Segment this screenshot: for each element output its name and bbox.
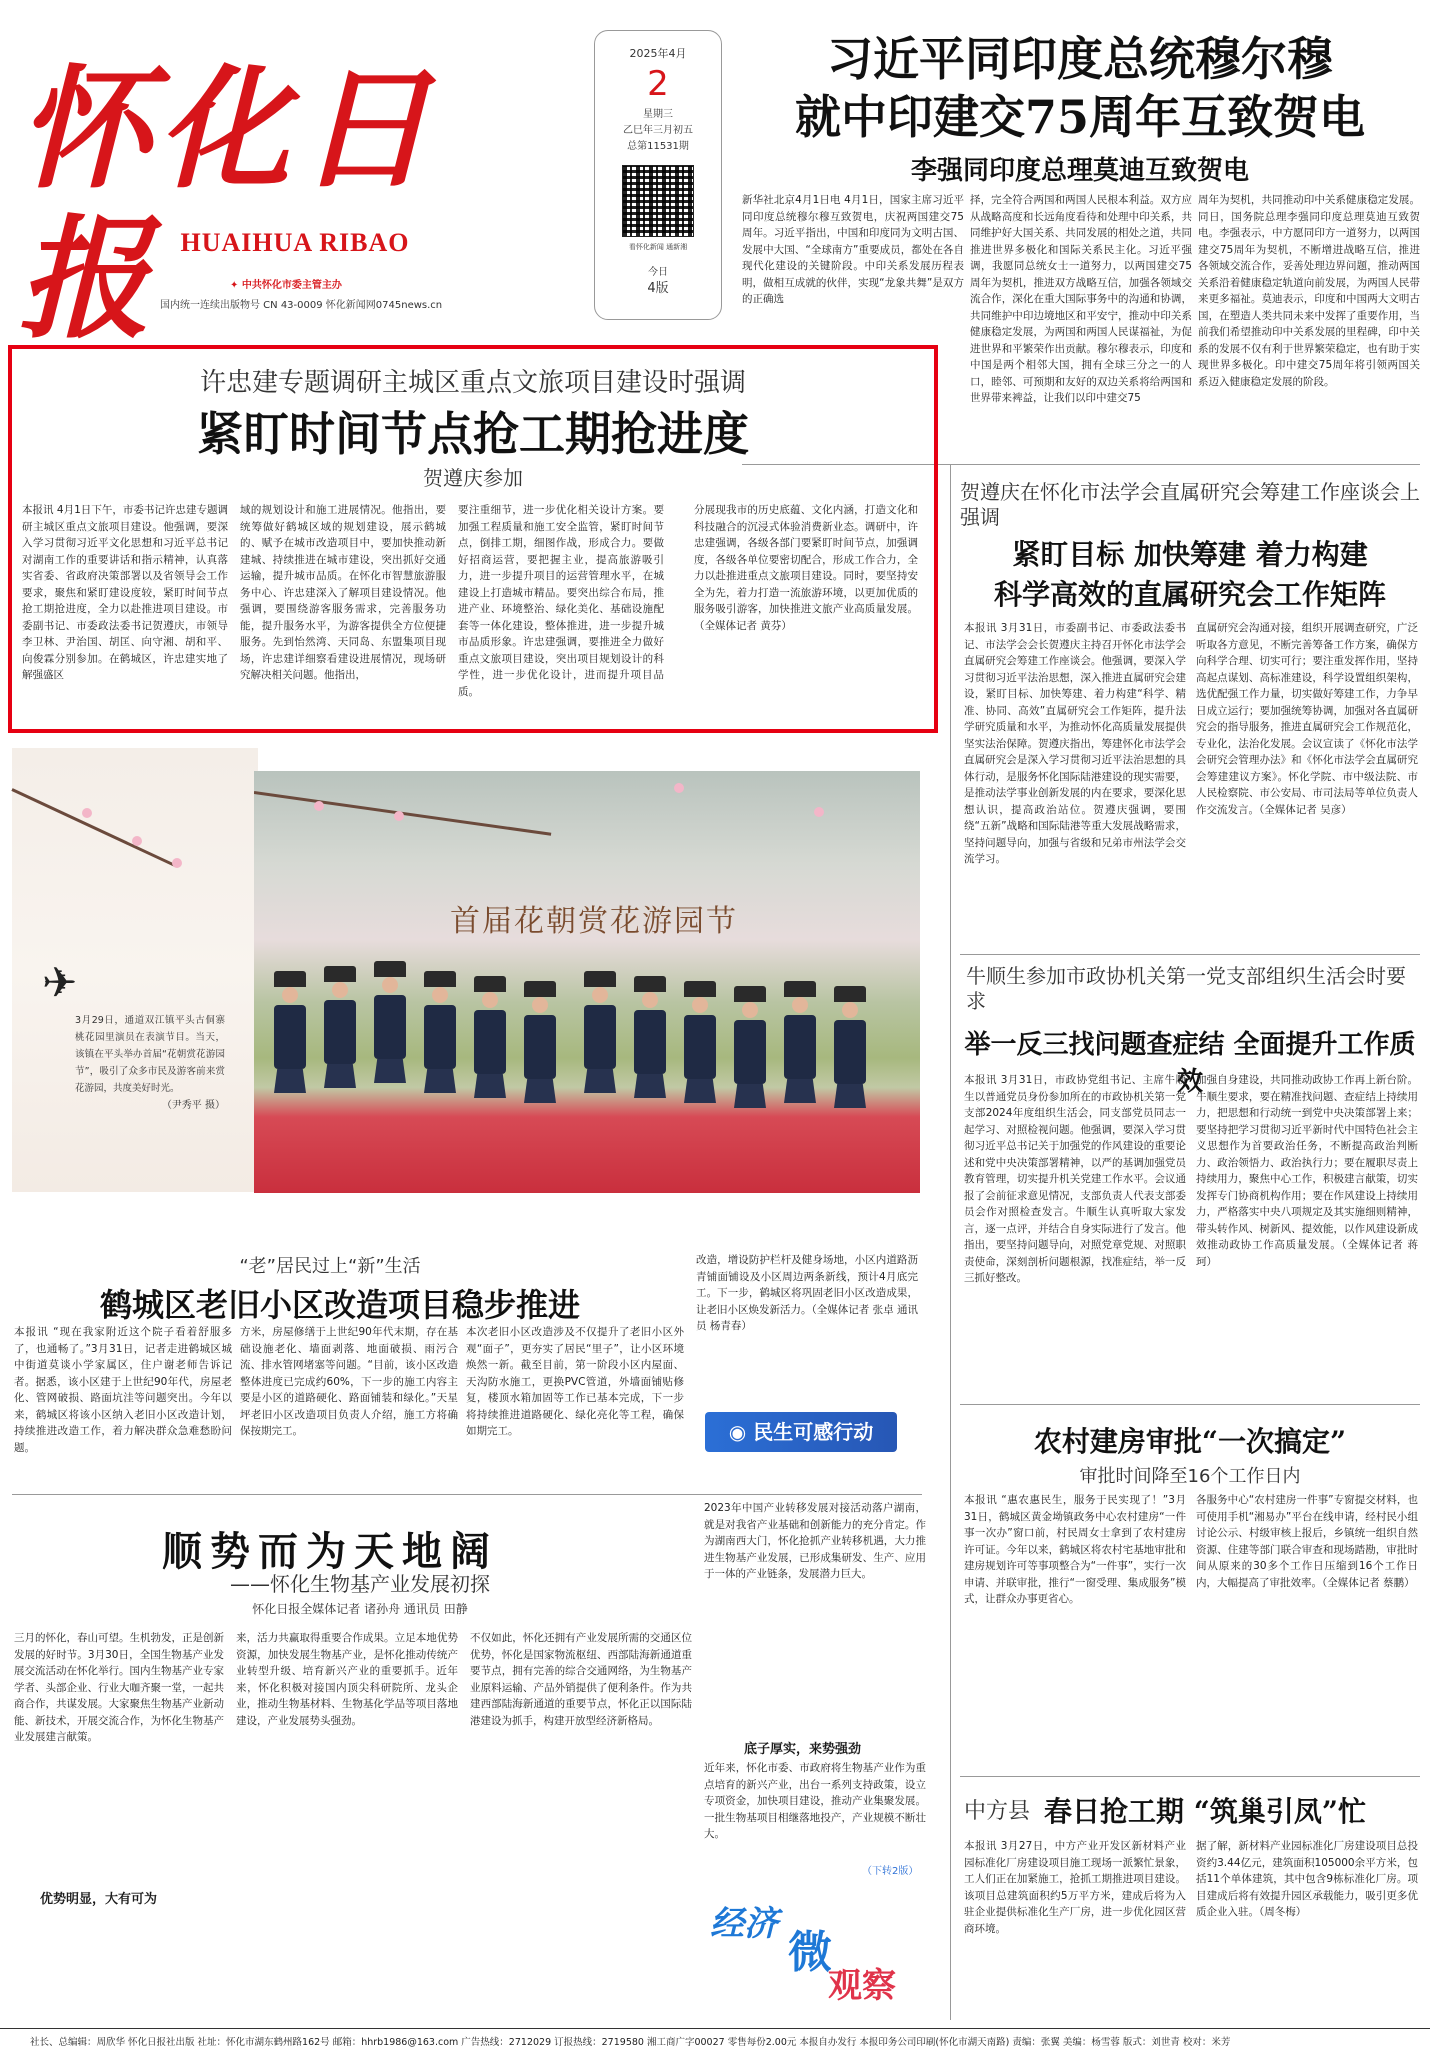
performer [634, 976, 666, 1096]
photo-caption [75, 1012, 225, 1114]
photo-credit: （尹秀平 摄） [161, 1100, 225, 1111]
right1-headline-line2: 科学高效的直属研究会工作矩阵 [993, 578, 1386, 611]
qr-note: 看怀化新闻 通新湘 [628, 243, 688, 251]
feature-col-4: 分展现我市的历史底蕴、文化内涵，打造文化和科技融合的沉浸式体验消费新业态。调研中，许忠建强调，各级各部门要紧盯时间节点，加强调度，各级各单位要密切配合，形成工作合力，全力以赴推进重点文旅项目建设。同时，要坚持安全为先，着力打造一流旅游环境，以更加优质的服务吸引游客，加快推进文旅产业高质量发展。（全媒体记者 黄芬） [694, 504, 918, 632]
footer: 社长、总编辑：周欣华 怀化日报社出版 社址：怀化市湖东鹤州路162号 邮箱：hhrb1986@163.com 广告热线：2712029 订报热线：2719580 湘工商广字00027 零售每份2.00元 本报自办发行 本报印务公司印刷(怀化市湖天南路) 责编：张翼 美编：杨雪蓉 版式：刘世青 校对：米芳 [0, 2028, 1430, 2051]
date-lunar: 乙巳年三月初五 [623, 125, 693, 136]
lead-headline-line2: 就中印建交75周年互致贺电 [794, 90, 1365, 144]
ff-col-1: 2023年中国产业转移发展对接活动落户湖南，就是对我省产业基础和创新能力的充分肯定。作为湖南西大门，怀化抢抓产业转移机遇，大力推进生物基产业发展，已形成集研发、生产、应用于一体的产业链条，发展潜力巨大。 [704, 1502, 926, 1580]
zhongfang-prefix: 中方县 [964, 1799, 1031, 1824]
continued-link[interactable]: （下转2版） [862, 1866, 919, 1877]
blossom-icon [172, 858, 182, 868]
masthead-english: HUAIHUA RIBAO [180, 228, 410, 257]
feature-col-2: 域的规划设计和施工进展情况。他指出，要统筹做好鹤城区域的规划建设，展示鹤城的、赋予在城市改造项目中，要加快推动新建城、持续推进在城市建设，突出抓好交通运输，提升城市品质。在怀化市智慧旅游服务中心、许忠建深入了解项目建设情况。他强调，要围绕游客服务需求，完善服务功能，提升服务水平，为游客提供全方位便捷服务。先到怡然湾、天同岛、东盟集项目现场，许忠建详细察看建设进展情况，现场研究解决相关问题。他指出， [240, 504, 446, 681]
performer [784, 981, 816, 1101]
lead-col-2: 择，完全符合两国和两国人民根本利益。双方应从战略高度和长远角度看待和处理中印关系，共同维护好大国关系、共同发展的相处之道，共同推进世界多极化和国际关系民主化。习近平强调，我愿同总统女士一道努力，以两国建交75周年为契机，推进双方战略互信，加强各领域交流合作，深化在重大国际事务中的沟通和协调，共同维护中印边境地区和平安宁，推动中印关系健康稳定发展，为两国和两国人民谋福祉，为促进世界和平繁荣作出贡献。穆尔穆表示，印度和中国是两个相邻大国，拥有全球三分之一的人口，睦邻、可预期和友好的双边关系将给两国和世界带来裨益，让我们以印中建交75 [970, 194, 1192, 404]
divider [12, 1494, 922, 1495]
right2-kicker: 牛顺生参加市政协机关第一党支部组织生活会时要求 [966, 964, 1406, 1013]
publication-info: 国内统一连续出版物号 CN 43-0009 怀化新闻网0745news.cn [160, 300, 443, 311]
performer [324, 966, 356, 1086]
community-col-2: 方米，房屋修缮于上世纪90年代末期，存在基础设施老化、墙面剥落、地面破损、雨污合流、排水管网堵塞等问题。“目前，该小区改造整体进度已完成约60%，下一步的施工内容主要是小区的道路硬化、路面铺装和绿化。”天星坪老旧小区改造项目负责人介绍，施工方将确保按期完工。 [240, 1326, 458, 1437]
biotech-section-head: 优势明显，大有可为 [40, 1892, 158, 1907]
ff-col-2: 近年来，怀化市委、市政府将生物基产业作为重点培育的新兴产业，出台一系列支持政策，设立专项资金，加快项目建设，推动产业集聚发展。一批生物基项目相继落地投产，产业规模不断壮大。 [704, 1762, 926, 1840]
date-box [594, 30, 722, 320]
lead-headline [740, 30, 1420, 146]
econ-stamp-line3: 观察 [828, 1966, 896, 2006]
blossom-branch-icon [11, 788, 175, 867]
issue-total: 总第11531期 [627, 141, 689, 152]
publisher-line: ✦ 中共怀化市委主管主办 [230, 280, 342, 291]
right1-headline [960, 535, 1420, 615]
blossom-icon [674, 783, 684, 793]
community-headline: 鹤城区老旧小区改造项目稳步推进 [99, 1286, 580, 1324]
blossom-icon [814, 807, 824, 817]
right2-headline: 举一反三找问题查症结 全面提升工作质效 [964, 1030, 1416, 1097]
right1-kicker: 贺遵庆在怀化市法学会直属研究会筹建工作座谈会上强调 [960, 480, 1420, 529]
performer [274, 971, 306, 1091]
econ-stamp-line2: 微 [788, 1927, 832, 1978]
performer [474, 976, 506, 1096]
stamp-badge: ◉ 民生可感行动 [705, 1412, 897, 1452]
ff-section-head: 底子厚实，来势强劲 [744, 1742, 862, 1757]
right1-col-2: 直属研究会沟通对接，组织开展调查研究，广泛听取各方意见，不断完善筹备工作方案，确保方向科学合理、切实可行；要注重发挥作用，坚持高起点谋划、高标准建设，科学设置组织架构，选优配强工作力量，切实做好筹建工作，力争早日成立运行；要加强统筹协调，加强对各直属研究会的指导服务，推进直属研究会工作规范化，专业化，法治化发展。会议宣读了《怀化市法学会研究会管理办法》和《怀化市法学会直属研究会筹建建议方案》。怀化学院、市中级法院、市人民检察院、市公安局、市司法局等单位负责人作交流发言。（全媒体记者 吴彦） [1196, 622, 1418, 816]
biotech-byline: 怀化日报全媒体记者 诸孙舟 通讯员 田静 [252, 1602, 468, 1616]
zhongfang-col-1: 本报讯 3月27日，中方产业开发区新材料产业园标准化厂房建设项目施工现场一派繁忙景象，工人们正在加紧施工，抢抓工期推进项目建设。该项目总建筑面积约5万平方米，建成后将为入驻企业提供标准化生产厂房，进一步优化园区营商环境。 [964, 1840, 1186, 1935]
publisher-logo-icon: ✦ [230, 280, 242, 291]
biotech-subhead: ——怀化生物基产业发展初探 [230, 1572, 490, 1596]
biotech-col-1: 三月的怀化，春山可望。生机勃发，正是创新发展的好时节。3月30日，全国生物基产业发展交流活动在怀化举行。国内生物基产业专家学者、头部企业、行业大咖齐聚一堂，一起共商合作，共谋发展。大家聚焦生物基产业新动能、新技术，开展交流合作，为怀化生物基产业发展建言献策。 [14, 1632, 224, 1743]
community-col-3: 本次老旧小区改造涉及不仅提升了老旧小区外观“面子”，更夯实了居民“里子”，让小区环境焕然一新。截至目前，第一阶段小区内屋面、天沟防水施工，更换PVC管道，外墙面铺贴修复，楼顶水箱加固等工作已基本完成，下一步将持续推进道路硬化、绿化亮化等工程，确保如期完工。 [466, 1326, 684, 1437]
biotech-col-3: 不仅如此，怀化还拥有产业发展所需的交通区位优势，怀化是国家物流枢纽、西部陆海新通道重要节点，拥有完善的综合交通网络，为生物基产业原料运输、产品外销提供了便利条件。作为共建西部陆海新通道的重要节点，怀化正以国际陆港建设为抓手，构建开放型经济新格局。 [470, 1632, 692, 1727]
blossom-icon [132, 836, 142, 846]
right2-col-1: 本报讯 3月31日，市政协党组书记、主席牛顺生以普通党员身份参加所在的市政协机关第一党支部2024年度组织生活会，同支部党员同志一起学习、对照检视问题。他强调，要深入学习贯彻习近平总书记关于加强党的作风建设的重要论述和党中央决策部署精神，以严的基调加强党员教育管理，切实提升机关党建工作水平。会议通报了会前征求意见情况，支部负责人代表支部委员会作对照检查发言。牛顺生认真听取大家发言，逐一点评，并结合自身实际进行了发言。他指出，要坚持问题导向，对照党章党规、对照职责使命，深刻剖析问题根源，找准症结，举一反三抓好整改。 [964, 1074, 1186, 1284]
performer [424, 971, 456, 1091]
community-col-1: 本报讯 “现在我家附近这个院子看着舒服多了，也通畅了。”3月31日，记者走进鹤城区城中街道莫谈小学家属区，住户谢老师告诉记者。据悉，该小区建于上世纪90年代，房屋老化、管网破损、路面坑洼等问题突出。今年以来，鹤城区将该小区纳入老旧小区改造计划，持续推进改造工作，着力解决群众急难愁盼问题。 [14, 1326, 232, 1454]
zhongfang-col-2: 据了解，新材料产业园标准化厂房建设项目总投资约3.44亿元，建筑面积105000余平方米，包括11个单体建筑，其中包含9栋标准化厂房。项目建成后将有效提升园区承载能力，吸引更多优质企业入驻。（周冬梅） [1196, 1840, 1418, 1918]
date-weekday: 星期三 [643, 109, 673, 120]
masthead-logo: 怀化日报 [18, 52, 438, 357]
qr-code-icon[interactable] [622, 165, 694, 237]
swallow-icon: ✈ [42, 958, 78, 1007]
today-label: 今日 [648, 267, 668, 278]
right2-col-2: 加强自身建设，共同推动政协工作再上新台阶。牛顺生要求，要在精准找问题、查症结上持续用力，把思想和行动统一到党中央决策部署上来；要坚持把学习贯彻习近平新时代中国特色社会主义思想作为首要政治任务，不断提高政治判断力、政治领悟力、政治执行力；要在履职尽责上持续用力，聚焦中心工作，积极建言献策，切实发挥专门协商机构作用；要在作风建设上持续用力，严格落实中央八项规定及其实施细则精神，带头转作风、树新风、提效能，以作风建设新成效推动政协工作高质量发展。（全媒体记者 蒋珂） [1196, 1074, 1418, 1268]
date-day: 2 [647, 64, 669, 104]
housing-col-1: 本报讯 “惠农惠民生，服务于民实现了！”3月31日，鹤城区黄金坳镇政务中心农村建房“一件事一次办”窗口前，村民周女士拿到了农村建房许可证。今年以来，鹤城区将农村宅基地审批和建房规划许可等事项整合为“一件事”，实行一次申请、并联审批，推行“一窗受理、集成服务”模式，让群众办事更省心。 [964, 1494, 1186, 1605]
right1-col-1: 本报讯 3月31日，市委副书记、市委政法委书记、市法学会会长贺遵庆主持召开怀化市法学会直属研究会筹建工作座谈会。他强调，要深入学习贯彻习近平法治思想，深入推进直属研究会建设，紧盯目标、加快筹建、着力构建“科学、精准、协同、高效”直属研究会工作矩阵，提升法学研究质量和水平，为推动怀化高质量发展提供坚实法治保障。贺遵庆指出，筹建怀化市法学会直属研究会是深入学习贯彻习近平法治思想的具体行动，是服务怀化国际陆港建设的现实需要，是推动法学事业创新发展的内在要求，要深化思想认识，提高政治站位。贺遵庆强调，要围绕“五新”战略和国际陆港等重大发展战略需求，坚持问题导向，加强与省级和兄弟市州法学会交流学习。 [964, 622, 1186, 865]
feature-col-1: 本报讯 4月1日下午，市委书记许忠建专题调研主城区重点文旅项目建设。他强调，要深入学习贯彻习近平文化思想和习近平总书记对湖南工作的重要讲话和指示精神，认真落实省委、省政府决策部署以及省领导会工作要求，聚焦和紧盯建设度较，紧盯时间节点抢工期抢进度，全力以赴推进项目建设。市委副书记、市委政法委书记贺遵庆，市领导李卫林、尹治国、胡匡、向守湘、胡和平、向俊霖分别参加。在鹤城区，许忠建实地了解强盛区 [22, 504, 228, 681]
performer [524, 981, 556, 1101]
feature-headline: 紧盯时间节点抢工期抢进度 [197, 407, 749, 461]
performer [834, 986, 866, 1106]
econ-stamp [710, 1878, 930, 2018]
divider [960, 1404, 1420, 1405]
feature-photo[interactable] [254, 771, 920, 1193]
housing-col-2: 各服务中心“农村建房一件事”专窗提交材料，也可使用手机“湘易办”平台在线申请，经村民小组讨论公示、村级审核上报后，乡镇统一组织自然资源、住建等部门联合审查和现场踏勘，审批时间从原来的30多个工作日压缩到16个工作日内，大幅提高了审批效率。（全媒体记者 蔡鹏） [1196, 1494, 1418, 1589]
feature-subhead: 贺遵庆参加 [423, 466, 523, 490]
housing-headline: 农村建房审批“一次搞定” [1033, 1425, 1347, 1458]
feature-kicker: 许忠建专题调研主城区重点文旅项目建设时强调 [199, 368, 746, 398]
blossom-icon [394, 811, 404, 821]
performer [374, 961, 406, 1081]
divider [960, 954, 1420, 955]
date-month: 2025年4月 [629, 47, 687, 60]
performer [584, 971, 616, 1091]
photo-left-panel [12, 748, 258, 1192]
econ-stamp-line1: 经济 [710, 1904, 778, 1944]
blossom-icon [314, 801, 324, 811]
camera-icon: ◉ [728, 1420, 754, 1444]
community-kicker: “老”居民过上“新”生活 [239, 1256, 421, 1277]
housing-subhead: 审批时间降至16个工作日内 [1079, 1466, 1301, 1487]
feature-col-3: 要注重细节，进一步优化相关设计方案。要加强工程质量和施工安全监管，紧盯时间节点，倒排工期，细图作战，形成合力。要做好招商运营，要把握主业，提高旅游吸引力，进一步提升项目的运营管理水平，在城建设上打造城市精品。要突出综合布局，推进产业、环境整治、绿化美化、基础设施配套等一体化建设，整体推进，进一步提升城市品质形象。许忠建强调，要推进全力做好重点文旅项目建设，突出项目规划设计的科学性，进一步优化设计，进而提升项目品质。 [458, 504, 664, 698]
lead-subhead: 李强同印度总理莫迪互致贺电 [910, 156, 1249, 186]
performer [734, 986, 766, 1106]
biotech-col-2: 来，活力共赢取得重要合作成果。立足本地优势资源，加快发展生物基产业，是怀化推动传统产业转型升级、培育新兴产业的重要抓手。近年来，怀化积极对接国内顶尖科研院所、龙头企业，推动生物基材料、生物基化学品等项目落地建设，产业发展势头强劲。 [236, 1632, 458, 1727]
lead-col-3: 周年为契机，共同推动印中关系健康稳定发展。同日，国务院总理李强同印度总理莫迪互致贺电。李强表示，中方愿同印方一道努力，以两国建交75周年为契机，不断增进战略互信，推进各领域交流合作，妥善处理边界问题，推动两国关系沿着健康稳定轨道向前发展，为两国人民带来更多福祉。莫迪表示，印度和中国两大文明古国，在塑造人类共同未来中发挥了重要作用，当前我们希望推动印中关系发展的里程碑，印中关系的发展不仅有利于世界繁荣稳定，也有助于实现世界多极化。印中建交75周年将引领两国关系迈入健康稳定发展的阶段。 [1198, 194, 1420, 388]
lead-headline-line1: 习近平同印度总统穆尔穆 [827, 32, 1333, 86]
right1-headline-line1: 紧盯目标 加快筹建 着力构建 [1012, 538, 1368, 571]
community-col-4: 改造，增设防护栏杆及健身场地，小区内道路沥青铺面铺设及小区周边两条新线，预计4月底完工。下一步，鹤城区将巩固老旧小区改造成果，让老旧小区焕发新活力。（全媒体记者 张卓 通讯员 杨青春） [696, 1254, 918, 1332]
event-banner: 首届花朝赏花游园节 [450, 904, 738, 939]
divider [960, 1776, 1420, 1777]
lead-col-1: 新华社北京4月1日电 4月1日，国家主席习近平同印度总统穆尔穆互致贺电，庆祝两国建交75周年。习近平指出，中国和印度同为文明古国、发展中大国、“全球南方”重要成员，都处在各自现代化建设的关键阶段。中印关系发展历程表明，做相互成就的伙伴，实现“龙象共舞”是双方的正确选 [742, 194, 964, 305]
divider [950, 464, 951, 2020]
page-count: 4版 [647, 281, 669, 296]
photo-caption-text: 3月29日，通道双江镇平头古侗寨桃花园里演员在表演节目。当天，该镇在平头举办首届“花朝赏花游园节”，吸引了众多市民及游客前来赏花游园，共度美好时光。 [75, 1015, 225, 1094]
blossom-icon [82, 808, 92, 818]
performer [684, 981, 716, 1101]
zhongfang-headline: 春日抢工期 “筑巢引凤”忙 [1044, 1795, 1366, 1828]
biotech-headline: 顺势而为天地阔 [162, 1528, 498, 1575]
